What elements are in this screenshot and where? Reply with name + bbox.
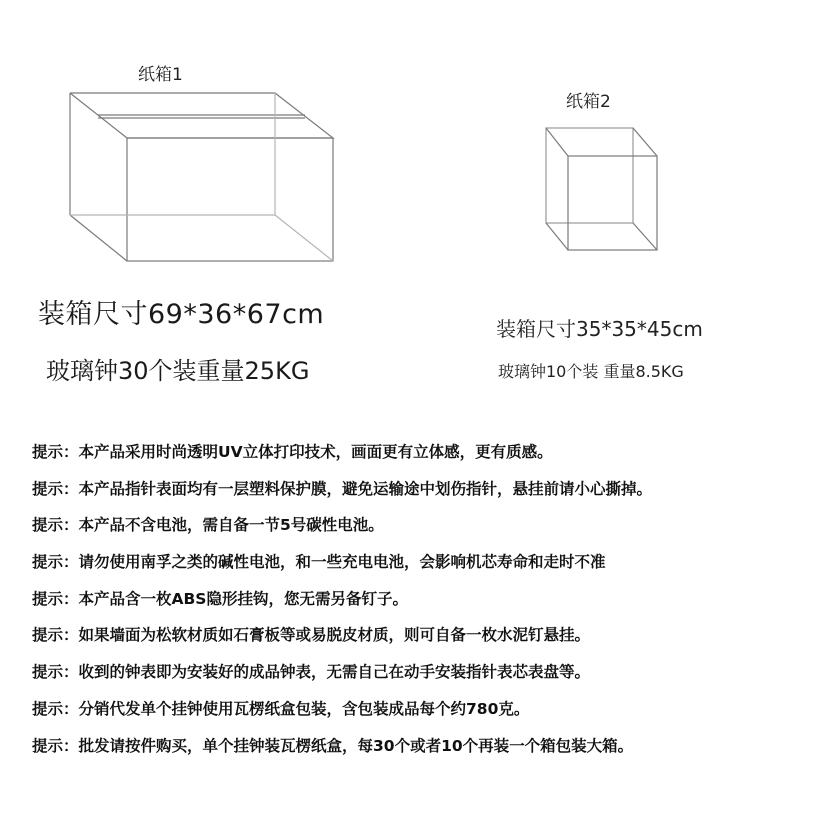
box2-pack-weight: 玻璃钟10个装 重量8.5KG xyxy=(498,362,684,381)
tip-item: 提示：本产品不含电池，需自备一节5号碳性电池。 xyxy=(32,516,384,535)
tip-item: 提示：本产品指针表面均有一层塑料保护膜，避免运输途中划伤指针，悬挂前请小心撕掉。 xyxy=(32,479,653,498)
box2-label: 纸箱2 xyxy=(566,92,611,112)
tip-item: 提示：批发请按件购买，单个挂钟装瓦楞纸盒，每30个或者10个再装一个箱包装大箱。 xyxy=(32,736,634,755)
tip-item: 提示：如果墙面为松软材质如石膏板等或易脱皮材质，则可自备一枚水泥钉悬挂。 xyxy=(32,626,591,645)
box2-size: 装箱尺寸35*35*45cm xyxy=(496,317,703,341)
box1-label: 纸箱1 xyxy=(138,65,183,85)
tip-item: 提示：收到的钟表即为安装好的成品钟表，无需自己在动手安装指针表芯表盘等。 xyxy=(32,663,591,682)
tip-item: 提示：本产品含一枚ABS隐形挂钩，您无需另备钉子。 xyxy=(32,589,408,608)
tip-item: 提示：本产品采用时尚透明UV立体打印技术，画面更有立体感，更有质感。 xyxy=(32,443,553,461)
box1-size: 装箱尺寸69*36*67cm xyxy=(38,299,325,330)
tip-item: 提示：请勿使用南孚之类的碱性电池，和一些充电电池，会影响机芯寿命和走时不准 xyxy=(32,553,606,572)
tip-item: 提示：分销代发单个挂钟使用瓦楞纸盒包装，含包装成品每个约780克。 xyxy=(32,699,530,718)
tips-list xyxy=(32,440,652,770)
box1-pack-weight: 玻璃钟30个装重量25KG xyxy=(46,357,310,385)
